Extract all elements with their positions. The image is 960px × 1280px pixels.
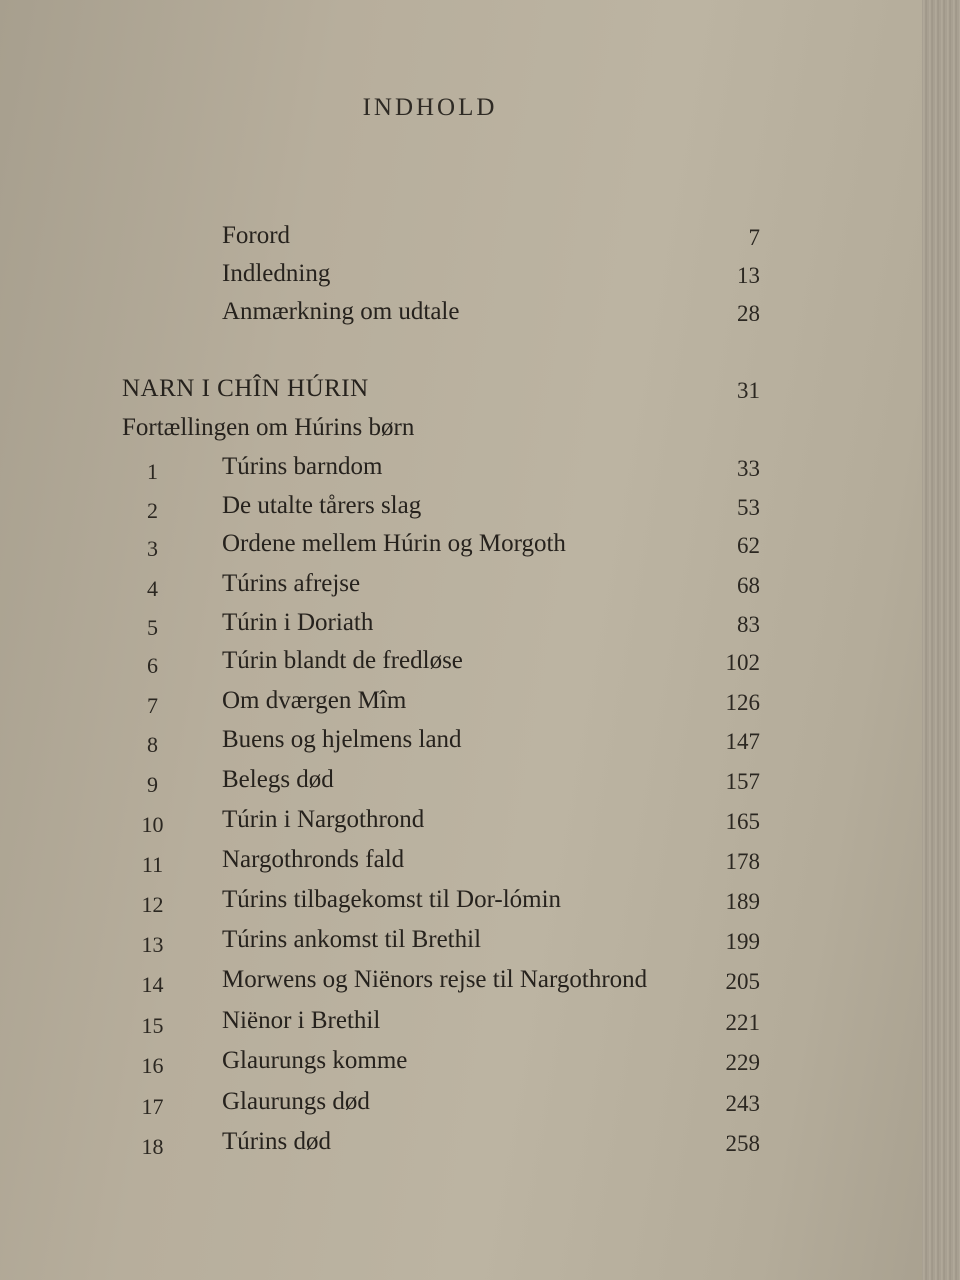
chapter-page: 205 <box>725 969 760 994</box>
chapter-page: 53 <box>737 495 760 520</box>
chapter-page: 229 <box>725 1050 760 1075</box>
toc-chapter <box>0 1007 928 1043</box>
chapter-title: Glaurungs død <box>222 1088 370 1115</box>
toc-chapter <box>0 1088 928 1124</box>
chapter-number: 9 <box>147 772 158 797</box>
chapter-page: 199 <box>725 929 760 954</box>
entry-title: Anmærkning om udtale <box>222 298 460 325</box>
chapter-page: 178 <box>725 849 760 874</box>
chapter-number: 6 <box>147 653 158 678</box>
toc-chapter <box>0 453 928 489</box>
toc-entry-forord <box>0 222 928 258</box>
toc-chapter <box>0 570 928 606</box>
part-subtitle: Fortællingen om Húrins børn <box>122 414 415 441</box>
chapter-number: 13 <box>141 932 164 957</box>
toc-chapter <box>0 530 928 566</box>
chapter-title: Nargothronds fald <box>222 846 405 873</box>
toc-chapter <box>0 726 928 762</box>
chapter-page: 147 <box>725 729 760 754</box>
chapter-number: 18 <box>141 1134 164 1159</box>
chapter-page: 83 <box>737 612 760 637</box>
part-title: NARN I CHÎN HÚRIN <box>122 375 369 402</box>
entry-title: Forord <box>222 222 291 249</box>
toc-entry-udtale <box>0 298 928 334</box>
chapter-title: Om dværgen Mîm <box>222 687 407 714</box>
toc-chapter <box>0 492 928 528</box>
chapter-number: 3 <box>147 536 158 561</box>
chapter-page: 258 <box>725 1131 760 1156</box>
toc-chapter <box>0 647 928 683</box>
chapter-page: 68 <box>737 573 760 598</box>
toc-chapter <box>0 687 928 723</box>
entry-page: 28 <box>737 301 760 326</box>
chapter-page: 126 <box>725 690 760 715</box>
chapter-number: 15 <box>141 1013 164 1038</box>
chapter-title: Morwens og Niënors rejse til Nargothrond <box>222 966 648 993</box>
chapter-page: 221 <box>725 1010 760 1035</box>
chapter-title: Túrin blandt de fredløse <box>222 647 463 674</box>
chapter-number: 4 <box>147 576 158 601</box>
chapter-page: 33 <box>737 456 760 481</box>
toc-entry-indledning <box>0 260 928 296</box>
chapter-number: 11 <box>141 852 164 877</box>
chapter-page: 189 <box>725 889 760 914</box>
chapter-page: 62 <box>737 533 760 558</box>
toc-chapter <box>0 846 928 882</box>
entry-page: 13 <box>737 263 760 288</box>
toc-chapter <box>0 1047 928 1083</box>
toc-chapter <box>0 766 928 802</box>
chapter-number: 7 <box>147 693 158 718</box>
toc-part-subtitle <box>0 414 928 450</box>
chapter-number: 17 <box>141 1094 164 1119</box>
chapter-title: Túrins tilbagekomst til Dor-lómin <box>222 886 562 913</box>
chapter-title: Túrin i Doriath <box>222 609 374 636</box>
entry-title: Indledning <box>222 260 331 287</box>
toc-chapter <box>0 806 928 842</box>
toc-heading: INDHOLD <box>362 94 498 121</box>
toc-chapter <box>0 609 928 645</box>
chapter-number: 16 <box>141 1053 164 1078</box>
toc-chapter <box>0 886 928 922</box>
chapter-number: 8 <box>147 732 158 757</box>
chapter-page: 243 <box>725 1091 760 1116</box>
toc-chapter <box>0 966 928 1002</box>
chapter-title: Glaurungs komme <box>222 1047 408 1074</box>
chapter-title: Túrins ankomst til Brethil <box>222 926 482 953</box>
chapter-title: Buens og hjelmens land <box>222 726 462 753</box>
entry-page: 7 <box>748 225 760 250</box>
chapter-title: Túrins afrejse <box>222 570 361 597</box>
chapter-page: 102 <box>725 650 760 675</box>
toc-part-heading <box>0 375 928 411</box>
chapter-title: Belegs død <box>222 766 334 793</box>
chapter-number: 5 <box>147 615 158 640</box>
part-page: 31 <box>737 378 760 403</box>
chapter-title: Niënor i Brethil <box>222 1007 381 1034</box>
chapter-page: 165 <box>725 809 760 834</box>
chapter-number: 10 <box>141 812 164 837</box>
chapter-number: 2 <box>147 498 158 523</box>
chapter-title: Túrins død <box>222 1128 332 1155</box>
chapter-number: 14 <box>141 972 164 997</box>
toc-chapter <box>0 1128 928 1164</box>
chapter-number: 12 <box>141 892 164 917</box>
chapter-page: 157 <box>725 769 760 794</box>
chapter-title: Túrin i Nargothrond <box>222 806 425 833</box>
chapter-number: 1 <box>147 459 158 484</box>
chapter-title: Túrins barndom <box>222 453 383 480</box>
chapter-title: De utalte tårers slag <box>222 492 422 519</box>
chapter-title: Ordene mellem Húrin og Morgoth <box>222 530 566 557</box>
toc-chapter <box>0 926 928 962</box>
